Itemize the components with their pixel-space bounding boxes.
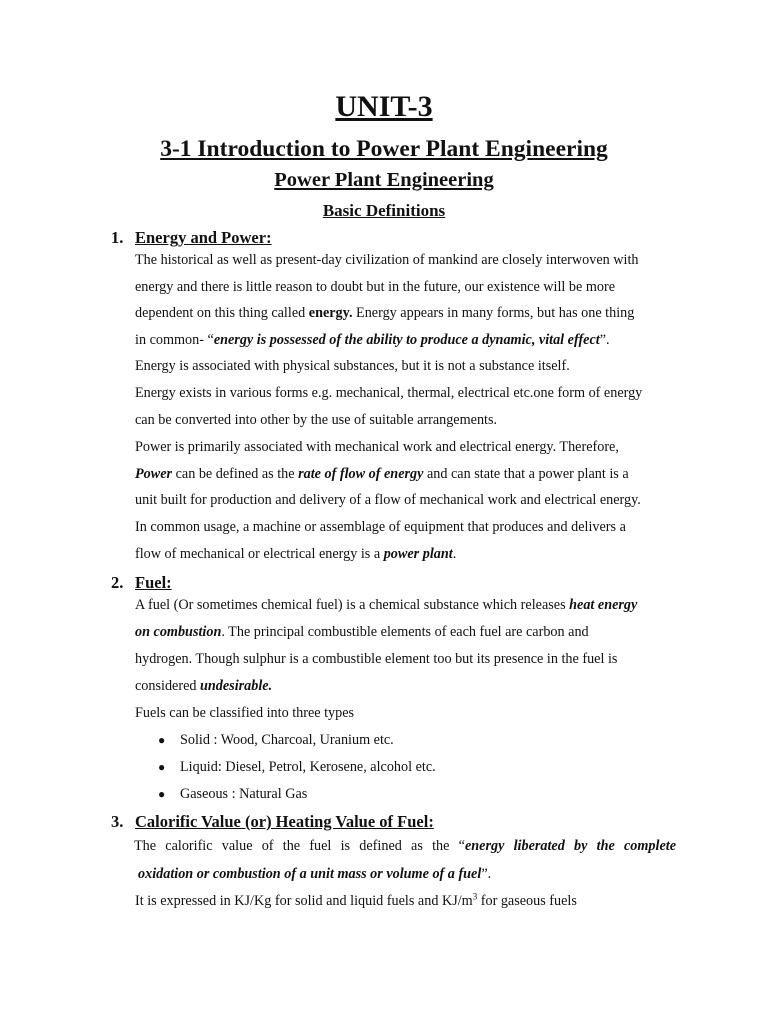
section-heading-basic-definitions: Basic Definitions	[322, 201, 446, 220]
paragraph-line	[135, 596, 637, 614]
section-2-heading	[111, 573, 172, 593]
paragraph-line	[138, 865, 491, 883]
text-run-emphasis: rate of flow of energy	[298, 466, 424, 482]
list-item	[158, 758, 436, 776]
section-3-title: Calorific Value (or) Heating Value of Fuel:	[135, 812, 434, 831]
unit-heading: UNIT-3	[335, 90, 433, 123]
section-1-number: 1.	[111, 228, 124, 247]
paragraph-line: can be converted into other by the use of suitable arrangements.	[135, 412, 498, 428]
text-run: considered	[135, 678, 201, 694]
list-item-text: Gaseous : Natural Gas	[180, 786, 308, 802]
list-item	[158, 785, 307, 803]
paragraph-line: unit built for production and delivery of a flow of mechanical work and electrical energy.	[135, 492, 641, 508]
paragraph-line: hydrogen. Though sulphur is a combustible element too but its presence in the fuel is	[135, 651, 618, 667]
text-run-emphasis: Power	[135, 466, 173, 482]
section-1-title: Energy and Power:	[135, 228, 272, 247]
paragraph-line	[135, 304, 634, 322]
text-run: The calorific value of the fuel is defined as the “	[134, 838, 465, 854]
list-item-text: Solid : Wood, Charcoal, Uranium etc.	[180, 732, 394, 748]
list-item-text: Liquid: Diesel, Petrol, Kerosene, alcohol etc.	[180, 759, 436, 775]
bullet-icon: ●	[158, 733, 166, 747]
section-2-number: 2.	[111, 573, 124, 592]
list-item	[158, 731, 394, 749]
text-run: for gaseous fuels	[477, 893, 577, 909]
page-title: 3-1 Introduction to Power Plant Engineering	[160, 136, 608, 162]
paragraph-line: energy and there is little reason to doubt but in the future, our existence will be more	[135, 279, 616, 295]
paragraph-line: The historical as well as present-day civilization of mankind are closely interwoven with	[135, 252, 639, 268]
text-run: can be defined as the	[172, 466, 299, 482]
paragraph-line: Energy exists in various forms e.g. mechanical, thermal, electrical etc.one form of energy	[135, 385, 643, 401]
bullet-icon: ●	[158, 760, 166, 774]
text-run: ”.	[481, 866, 492, 882]
text-run-emphasis: power plant	[383, 546, 453, 562]
paragraph-line	[135, 465, 629, 483]
text-run: flow of mechanical or electrical energy is a	[135, 546, 384, 562]
paragraph-line: Fuels can be classified into three types	[135, 705, 355, 721]
text-run-emphasis: heat energy	[569, 597, 638, 613]
paragraph-line: Power is primarily associated with mechanical work and electrical energy. Therefore,	[135, 439, 619, 455]
text-run-emphasis: oxidation or combustion of a unit mass or volume of a fuel	[138, 866, 482, 882]
bullet-icon: ●	[158, 787, 166, 801]
paragraph-line	[135, 623, 589, 641]
paragraph-line	[135, 892, 577, 910]
paragraph-line	[135, 331, 610, 349]
text-run: A fuel (Or sometimes chemical fuel) is a chemical substance which releases	[135, 597, 570, 613]
paragraph-line	[135, 677, 272, 695]
text-run: in common- “	[135, 332, 214, 348]
paragraph-line	[134, 837, 676, 855]
text-run: .	[452, 546, 457, 562]
paragraph-line	[135, 545, 456, 563]
page-subtitle: Power Plant Engineering	[274, 169, 494, 191]
section-3-number: 3.	[111, 812, 124, 831]
superscript: 3	[472, 891, 478, 902]
paragraph-line: In common usage, a machine or assemblage of equipment that produces and delivers a	[135, 519, 626, 535]
text-run: It is expressed in KJ/Kg for solid and liquid fuels and KJ/m	[135, 893, 473, 909]
text-run: ”.	[599, 332, 610, 348]
section-1-heading	[111, 228, 272, 248]
text-run-emphasis: undesirable.	[200, 678, 273, 694]
text-run: dependent on this thing called	[135, 305, 309, 321]
text-run: . The principal combustible elements of each fuel are carbon and	[221, 624, 589, 640]
section-2-title: Fuel:	[135, 573, 172, 592]
text-run-emphasis: energy liberated by the complete	[464, 838, 677, 854]
text-run-bold: energy.	[308, 305, 353, 321]
section-3-heading	[111, 812, 434, 832]
text-run: and can state that a power plant is a	[423, 466, 629, 482]
text-run: Energy appears in many forms, but has one thing	[352, 305, 635, 321]
text-run-emphasis: on combustion	[135, 624, 222, 640]
paragraph-line: Energy is associated with physical substances, but it is not a substance itself.	[135, 358, 570, 374]
text-run-emphasis: energy is possessed of the ability to produce a dynamic, vital effect	[213, 332, 600, 348]
